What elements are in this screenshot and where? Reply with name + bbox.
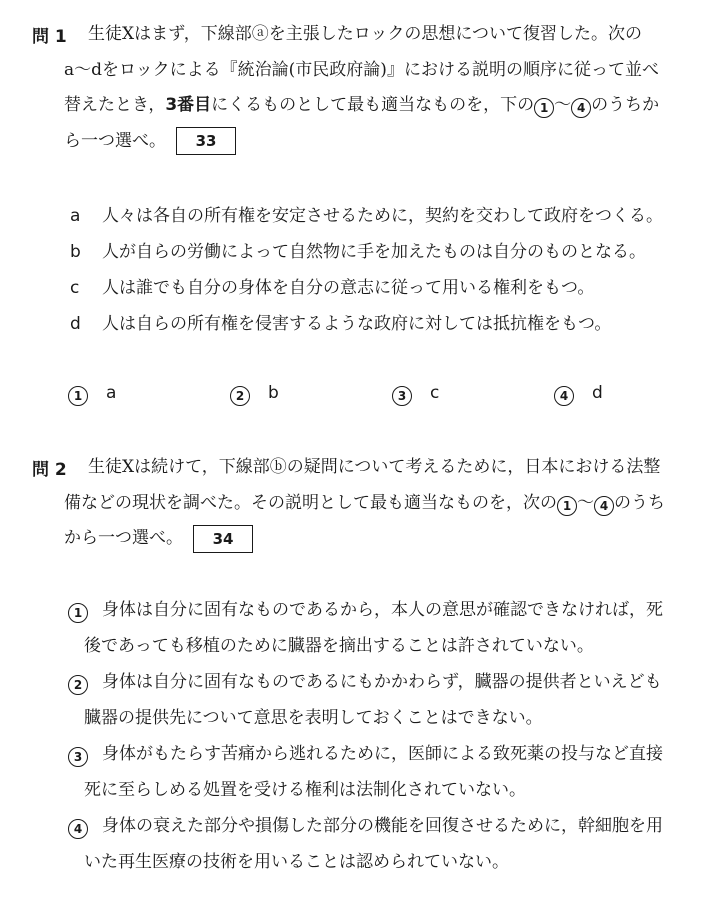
q2-option-3[interactable] <box>68 736 708 808</box>
q2-option-2[interactable] <box>68 664 708 736</box>
q1-emphasis-third: 3番目 <box>165 95 212 115</box>
statement-text: 人々は各自の所有権を安定させるために，契約を交わして政府をつくる。 <box>102 206 663 226</box>
q2-range-end-circle: 4 <box>594 496 614 516</box>
q1-text-line3c: にくるものとして最も適当なものを，下の <box>211 95 535 115</box>
option-text-line2: 死に至らしめる処置を受ける権利は法制化されていない。 <box>84 780 526 800</box>
option-text-line2: 後であっても移植のために臓器を摘出することは許されていない。 <box>84 636 594 656</box>
statement-d <box>70 309 611 334</box>
option-number-circle: 3 <box>68 747 88 767</box>
q2-option-4[interactable] <box>68 808 708 880</box>
q2-range-sep: 〜 <box>577 492 594 513</box>
q2-text-line1: 生徒Xは続けて，下線部ⓑの疑問について考えるために，日本における法整 <box>88 457 661 477</box>
choice-label: a <box>106 383 117 403</box>
q1-text-line4: ら一つ選べ。 <box>64 130 166 151</box>
statement-key: c <box>70 278 80 298</box>
option-text-line1: 身体がもたらす苦痛から逃れるために，医師による致死薬の投与など直接 <box>102 744 663 764</box>
statement-key: b <box>70 242 81 262</box>
question-1-label: 問 1 <box>32 27 67 47</box>
q2-range-start-circle: 1 <box>557 496 577 516</box>
option-text-line1: 身体は自分に固有なものであるにもかかわらず，臓器の提供者といえども <box>102 672 662 692</box>
statement-text: 人は自らの所有権を侵害するような政府に対しては抵抗権をもつ。 <box>102 314 612 334</box>
q1-answer-box[interactable]: 33 <box>176 127 236 155</box>
option-number-circle: 4 <box>68 819 88 839</box>
q1-choice-3[interactable] <box>392 383 439 406</box>
q2-text-line2b: のうち <box>614 492 665 513</box>
q1-range-start-circle: 1 <box>534 98 554 118</box>
choice-label: c <box>430 383 440 403</box>
option-text-line1: 身体は自分に固有なものであるから，本人の意思が確認できなければ，死 <box>102 600 663 620</box>
q2-text-line2a: 備などの現状を調べた。その説明として最も適当なものを，次の <box>64 492 557 513</box>
choice-number-circle: 4 <box>554 386 574 406</box>
statement-text: 人が自らの労働によって自然物に手を加えたものは自分のものとなる。 <box>102 242 646 262</box>
q1-text-line3d: のうちか <box>591 95 660 115</box>
statement-key: d <box>70 314 81 334</box>
q1-choice-4[interactable] <box>554 383 603 406</box>
q1-text-line2: a〜dをロックによる『統治論(市民政府論)』における説明の順序に従って並べ <box>64 59 659 80</box>
q1-choice-2[interactable] <box>230 383 279 406</box>
option-text-line2: いた再生医療の技術を用いることは認められていない。 <box>84 852 509 872</box>
option-number-circle: 1 <box>68 603 88 623</box>
q1-range-end-circle: 4 <box>571 98 591 118</box>
statement-key: a <box>70 206 81 226</box>
option-number-circle: 2 <box>68 675 88 695</box>
statement-c <box>70 273 594 298</box>
q1-range-sep: 〜 <box>554 95 572 115</box>
statement-b <box>70 237 646 262</box>
question-1-prompt <box>64 17 704 159</box>
q1-text-line3a: 替えたとき， <box>64 95 166 115</box>
choice-number-circle: 2 <box>230 386 250 406</box>
q2-option-1[interactable] <box>68 592 708 664</box>
choice-label: d <box>592 383 603 403</box>
q1-choice-1[interactable] <box>68 383 116 406</box>
option-text-line2: 臓器の提供先について意思を表明しておくことはできない。 <box>84 708 543 728</box>
choice-number-circle: 1 <box>68 386 88 406</box>
q2-text-line3: から一つ選べ。 <box>64 528 183 548</box>
choice-label: b <box>268 383 279 403</box>
q1-text-line1: 生徒Xはまず，下線部ⓐを主張したロックの思想について復習した。次の <box>88 24 643 44</box>
question-2-label: 問 2 <box>32 460 67 480</box>
q1-choices <box>0 383 726 407</box>
question-2-prompt <box>64 450 704 557</box>
choice-number-circle: 3 <box>392 386 412 406</box>
statement-a <box>70 201 663 226</box>
statement-text: 人は誰でも自分の身体を自分の意志に従って用いる権利をもつ。 <box>102 278 595 298</box>
option-text-line1: 身体の衰えた部分や損傷した部分の機能を回復させるために，幹細胞を用 <box>102 816 663 836</box>
q2-answer-box[interactable]: 34 <box>193 525 253 553</box>
